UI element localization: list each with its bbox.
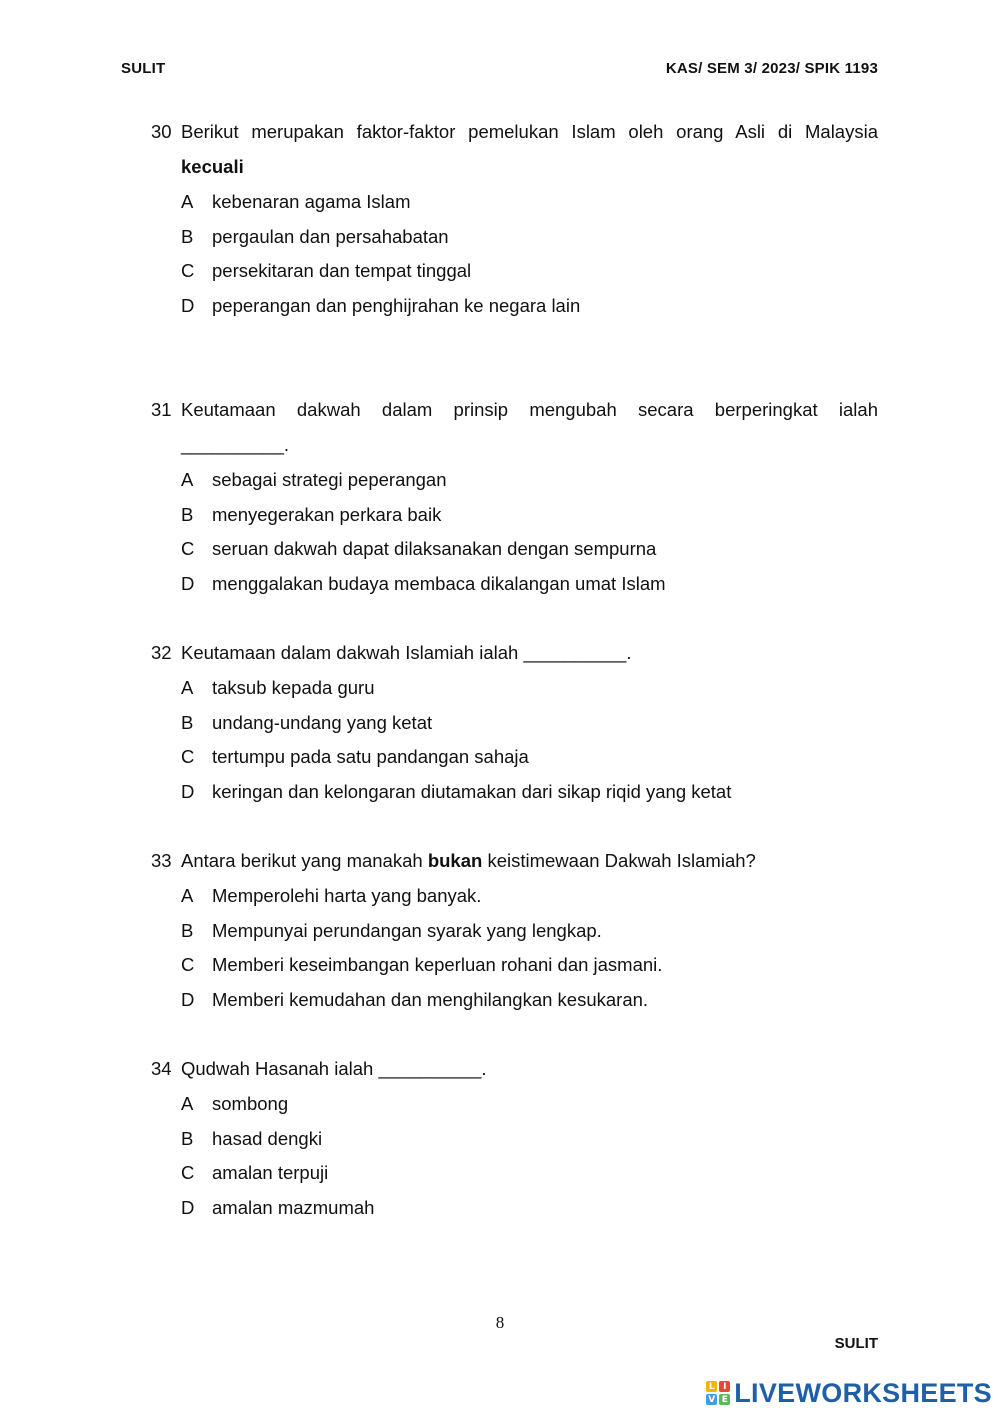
option-a[interactable]: [151, 468, 878, 503]
logo-square-e: E: [719, 1394, 730, 1405]
question-34: [151, 1057, 878, 1230]
option-b[interactable]: [151, 503, 878, 538]
option-d[interactable]: [151, 988, 878, 1023]
option-text: taksub kepada guru: [212, 677, 375, 698]
option-letter: A: [181, 885, 194, 906]
question-text-after: keistimewaan Dakwah Islamiah?: [487, 850, 756, 871]
option-c[interactable]: [151, 537, 878, 572]
question-31: [151, 398, 878, 606]
option-text: Mempunyai perundangan syarak yang lengkap.: [212, 919, 602, 941]
question-keyword: kecuali: [181, 156, 244, 177]
option-letter: D: [181, 1196, 195, 1218]
option-c[interactable]: [151, 1161, 878, 1196]
liveworksheets-watermark: [706, 1376, 992, 1410]
option-text: Memperolehi harta yang banyak.: [212, 885, 482, 906]
option-letter: D: [181, 572, 195, 594]
option-d[interactable]: [151, 294, 878, 329]
option-letter: D: [181, 988, 195, 1010]
option-text: kebenaran agama Islam: [212, 191, 411, 212]
question-text: Berikut merupakan faktor-faktor pemelukan Islam oleh orang Asli di Malaysia: [181, 121, 878, 142]
option-text: menggalakan budaya membaca dikalangan umat Islam: [212, 572, 666, 594]
question-text: Keutamaan dakwah dalam prinsip mengubah secara berperingkat ialah: [181, 399, 878, 420]
option-letter: D: [181, 294, 195, 316]
question-30: [151, 120, 878, 328]
option-c[interactable]: [151, 259, 878, 294]
option-d[interactable]: [151, 780, 878, 815]
option-c[interactable]: [151, 953, 878, 988]
option-letter: A: [181, 1093, 194, 1114]
question-number: 31: [151, 399, 172, 420]
option-letter: A: [181, 469, 194, 490]
option-text: amalan terpuji: [212, 1162, 329, 1183]
question-number: 34: [151, 1058, 172, 1079]
question-text: [181, 849, 878, 873]
option-b[interactable]: [151, 1127, 878, 1162]
option-letter: B: [181, 1127, 194, 1149]
option-letter: C: [181, 1162, 195, 1183]
question-keyword: bukan: [427, 850, 483, 871]
question-number: 30: [151, 121, 172, 142]
option-c[interactable]: [151, 745, 878, 780]
option-letter: A: [181, 191, 194, 212]
option-letter: B: [181, 919, 194, 941]
option-text: pergaulan dan persahabatan: [212, 225, 449, 247]
option-text: keringan dan kelongaran diutamakan dari sikap riqid yang ketat: [212, 780, 732, 802]
liveworksheets-logo-icon: [706, 1381, 730, 1405]
option-b[interactable]: [151, 225, 878, 260]
option-a[interactable]: [151, 190, 878, 225]
question-number: 32: [151, 642, 172, 663]
option-letter: C: [181, 746, 195, 767]
option-text: sebagai strategi peperangan: [212, 469, 447, 490]
option-text: tertumpu pada satu pandangan sahaja: [212, 746, 529, 767]
option-letter: B: [181, 225, 194, 247]
option-letter: C: [181, 260, 195, 281]
option-d[interactable]: [151, 572, 878, 607]
option-text: amalan mazmumah: [212, 1196, 375, 1218]
option-text: menyegerakan perkara baik: [212, 503, 442, 525]
question-number: 33: [151, 850, 172, 871]
answer-blank[interactable]: __________.: [181, 434, 290, 455]
question-text-before: Antara berikut yang manakah: [181, 850, 423, 871]
option-letter: B: [181, 503, 194, 525]
question-text: Qudwah Hasanah ialah __________.: [181, 1058, 487, 1079]
logo-square-l: L: [706, 1381, 717, 1392]
option-d[interactable]: [151, 1196, 878, 1231]
option-text: sombong: [212, 1093, 289, 1114]
option-text: hasad dengki: [212, 1127, 323, 1149]
option-text: seruan dakwah dapat dilaksanakan dengan sempurna: [212, 538, 657, 559]
option-text: Memberi keseimbangan keperluan rohani dan jasmani.: [212, 954, 663, 975]
page-number: 8: [495, 1313, 505, 1332]
question-33: [151, 849, 878, 1022]
option-a[interactable]: [151, 1092, 878, 1127]
option-a[interactable]: [151, 676, 878, 711]
header-left: SULIT: [121, 60, 166, 77]
question-32: [151, 641, 878, 814]
option-text: undang-undang yang ketat: [212, 711, 433, 733]
header-right: KAS/ SEM 3/ 2023/ SPIK 1193: [665, 60, 878, 77]
liveworksheets-text: LIVEWORKSHEETS: [734, 1377, 992, 1408]
question-text: Keutamaan dalam dakwah Islamiah ialah __________.: [181, 642, 632, 663]
option-letter: D: [181, 780, 195, 802]
option-text: persekitaran dan tempat tinggal: [212, 260, 472, 281]
option-letter: C: [181, 538, 195, 559]
option-text: Memberi kemudahan dan menghilangkan kesukaran.: [212, 988, 649, 1010]
logo-square-v: V: [706, 1394, 717, 1405]
option-text: peperangan dan penghijrahan ke negara lain: [212, 294, 581, 316]
option-a[interactable]: [151, 884, 878, 919]
footer-sulit: SULIT: [834, 1335, 878, 1352]
option-b[interactable]: [151, 919, 878, 954]
option-letter: B: [181, 711, 194, 733]
option-letter: C: [181, 954, 195, 975]
logo-square-i: I: [719, 1381, 730, 1392]
option-b[interactable]: [151, 711, 878, 746]
option-letter: A: [181, 677, 194, 698]
